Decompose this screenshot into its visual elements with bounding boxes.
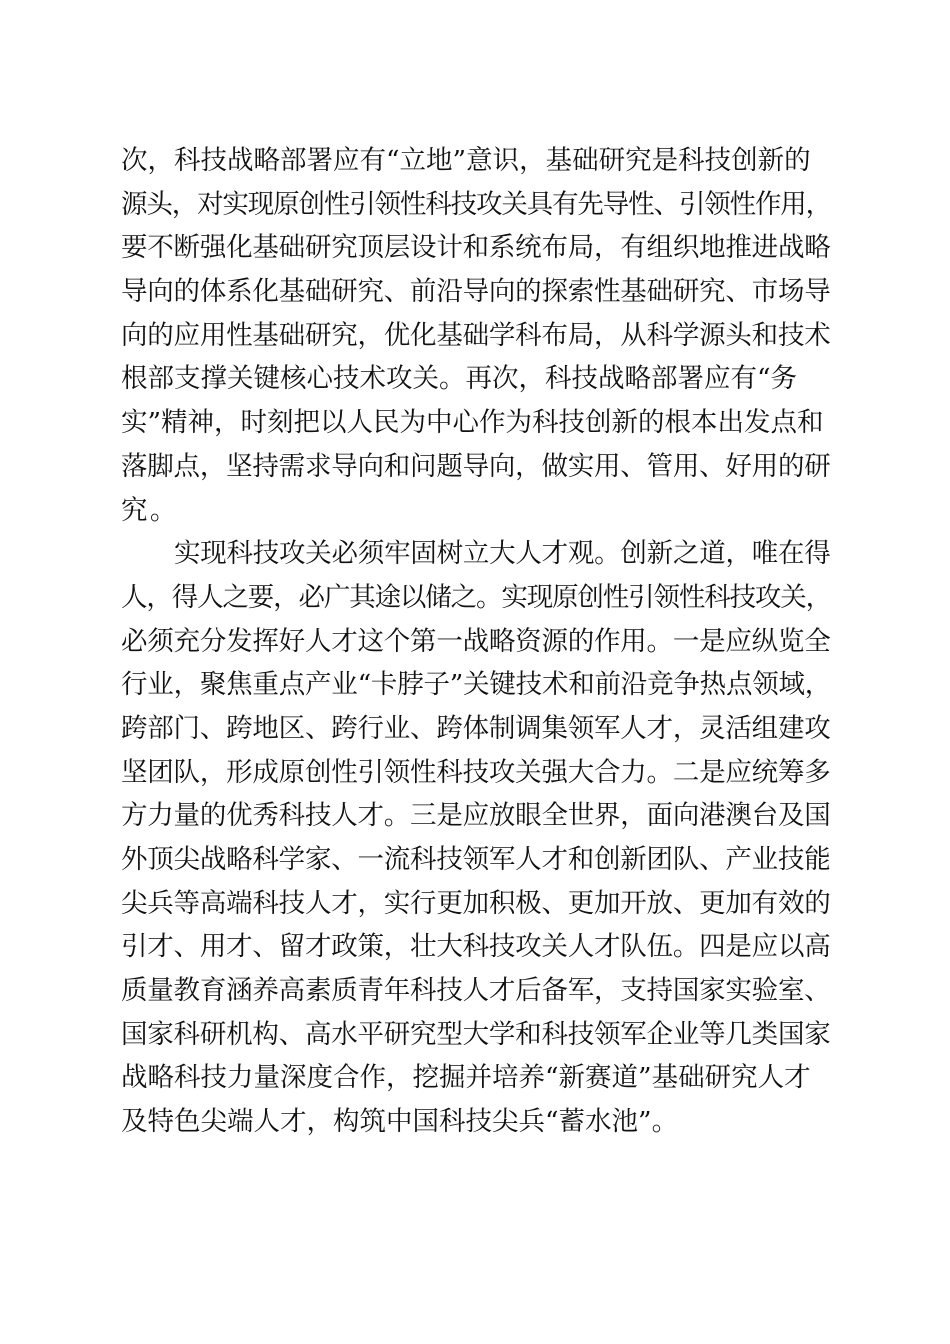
paragraph-line: 要不断强化基础研究顶层设计和系统布局，有组织地推进战略 [121, 232, 831, 264]
paragraph-line: 源头，对实现原创性引领性科技攻关具有先导性、引领性作用， [121, 188, 831, 220]
paragraph-line: 落脚点，坚持需求导向和问题导向，做实用、管用、好用的研 [121, 450, 831, 482]
paragraph-line: 质量教育涵养高素质青年科技人才后备军，支持国家实验室、 [121, 975, 831, 1007]
paragraph-line: 战略科技力量深度合作，挖掘并培养“新赛道”基础研究人才 [121, 1062, 811, 1094]
paragraph-2 [121, 532, 831, 1144]
paragraph-line: 究。 [121, 494, 179, 526]
paragraph-line: 跨部门、跨地区、跨行业、跨体制调集领军人才，灵活组建攻 [121, 712, 831, 744]
paragraph-line: 尖兵等高端科技人才，实行更加积极、更加开放、更加有效的 [121, 887, 831, 919]
paragraph-line: 引才、用才、留才政策，壮大科技攻关人才队伍。四是应以高 [121, 931, 831, 963]
document-body [121, 139, 831, 1144]
paragraph-line: 实现科技攻关必须牢固树立大人才观。创新之道，唯在得 [174, 538, 831, 570]
paragraph-line: 坚团队，形成原创性引领性科技攻关强大合力。二是应统筹多 [121, 756, 831, 788]
paragraph-line: 次，科技战略部署应有“立地”意识，基础研究是科技创新的 [121, 145, 811, 176]
paragraph-line: 外顶尖战略科学家、一流科技领军人才和创新团队、产业技能 [121, 844, 831, 875]
paragraph-line: 根部支撑关键核心技术攻关。再次，科技战略部署应有“务 [121, 363, 798, 395]
paragraph-line: 行业，聚焦重点产业“卡脖子”关键技术和前沿竞争热点领域， [121, 669, 832, 701]
paragraph-line: 向的应用性基础研究，优化基础学科布局，从科学源头和技术 [121, 319, 831, 351]
paragraph-line: 国家科研机构、高水平研究型大学和科技领军企业等几类国家 [121, 1018, 831, 1050]
paragraph-line: 实”精神，时刻把以人民为中心作为科技创新的根本出发点和 [121, 407, 824, 439]
paragraph-line: 方力量的优秀科技人才。三是应放眼全世界，面向港澳台及国 [121, 800, 831, 832]
paragraph-line: 必须充分发挥好人才这个第一战略资源的作用。一是应纵览全 [121, 625, 831, 657]
paragraph-line: 导向的体系化基础研究、前沿导向的探索性基础研究、市场导 [121, 276, 831, 308]
paragraph-line: 人，得人之要，必广其途以储之。实现原创性引领性科技攻关， [121, 581, 831, 613]
paragraph-line: 及特色尖端人才，构筑中国科技尖兵“蓄水池”。 [121, 1106, 679, 1138]
paragraph-1 [121, 139, 831, 532]
